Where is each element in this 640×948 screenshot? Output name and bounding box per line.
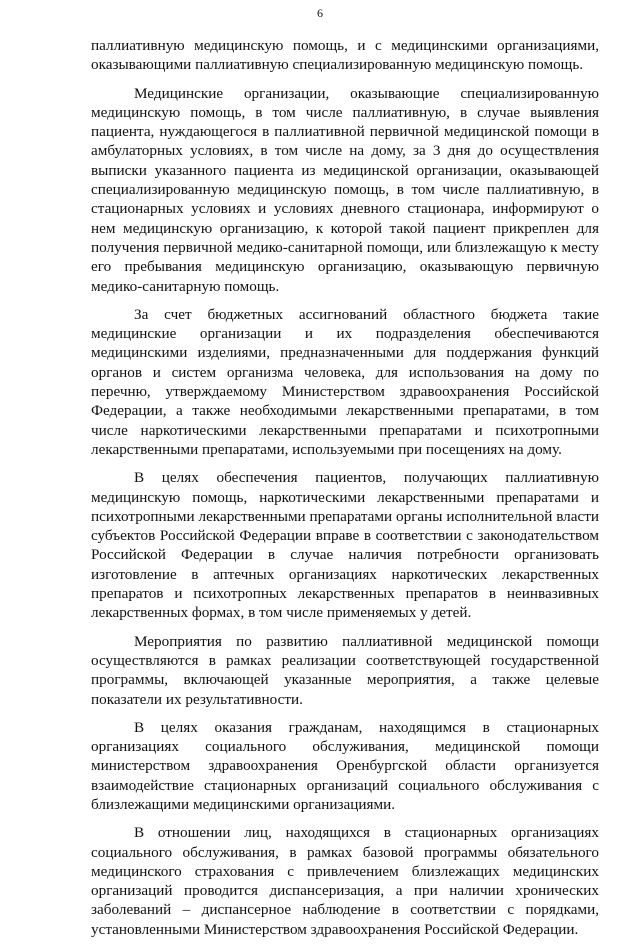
paragraph-social-care-interaction: В целях оказания гражданам, находящимся в стационарных организациях социального обслуживания, медицинской помощи министерством здравоохранения Оренбургской области организуется взаимодействие стационарных организаций социального обслуживания с близлежащими медицинскими организациями.	[91, 718, 599, 813]
document-body	[91, 36, 599, 948]
paragraph-continuation: паллиативную медицинскую помощь, и с медицинскими организациями, оказывающими паллиативную специализированную медицинскую помощь.	[91, 37, 599, 74]
paragraph-specialized-organizations: Медицинские организации, оказывающие специализированную медицинскую помощь, в том числе паллиативную, в случае выявления пациента, нуждающегося в паллиативной первичной медицинской помощи в амбулаторных условиях, в том числе на дому, за 3 дня до осуществления выписки указанного пациента из медицинской организации, оказывающей специализированную медицинскую помощь, в том числе паллиативную, в стационарных условиях и условиях дневного стационара, информируют о нем медицинскую организацию, к которой такой пациент прикреплен для получения первичной медико-санитарной помощи, или близлежащую к месту его пребывания медицинскую организацию, оказывающую первичную медико-санитарную помощь.	[91, 84, 599, 295]
paragraph-development-program: Мероприятия по развитию паллиативной медицинской помощи осуществляются в рамках реализации соответствующей государственной программы, включающей указанные мероприятия, а также целевые показатели их результативности.	[91, 632, 599, 708]
paragraph-narcotic-provision: В целях обеспечения пациентов, получающих паллиативную медицинскую помощь, наркотическими лекарственными препаратами и психотропными лекарственными препаратами органы исполнительной власти субъектов Российской Федерации вправе в соответствии с законодательством Российской Федерации в случае наличия потребности организовать изготовление в аптечных организациях наркотических лекарственных препаратов и психотропных лекарственных препаратов в неинвазивных лекарственных формах, в том числе применяемых у детей.	[91, 469, 599, 622]
page-number: 6	[317, 6, 323, 20]
paragraph-budget-funding: За счет бюджетных ассигнований областного бюджета такие медицинские организации и их подразделения обеспечиваются медицинскими изделиями, предназначенными для поддержания функций органов и систем организма человека, для использования на дому по перечню, утверждаемому Министерством здравоохранения Российской Федерации, а также необходимыми лекарственными препаратами, в том числе наркотическими лекарственными препаратами и психотропными лекарственными препаратами, используемыми при посещениях на дому.	[91, 305, 599, 458]
paragraph-dispensary-observation: В отношении лиц, находящихся в стационарных организациях социального обслуживания, в рамках базовой программы обязательного медицинского страхования с привлечением близлежащих медицинских организаций проводится диспансеризация, а при наличии хронических заболеваний – диспансерное наблюдение в соответствии с порядками, установленными Министерством здравоохранения Российской Федерации.	[91, 824, 599, 938]
